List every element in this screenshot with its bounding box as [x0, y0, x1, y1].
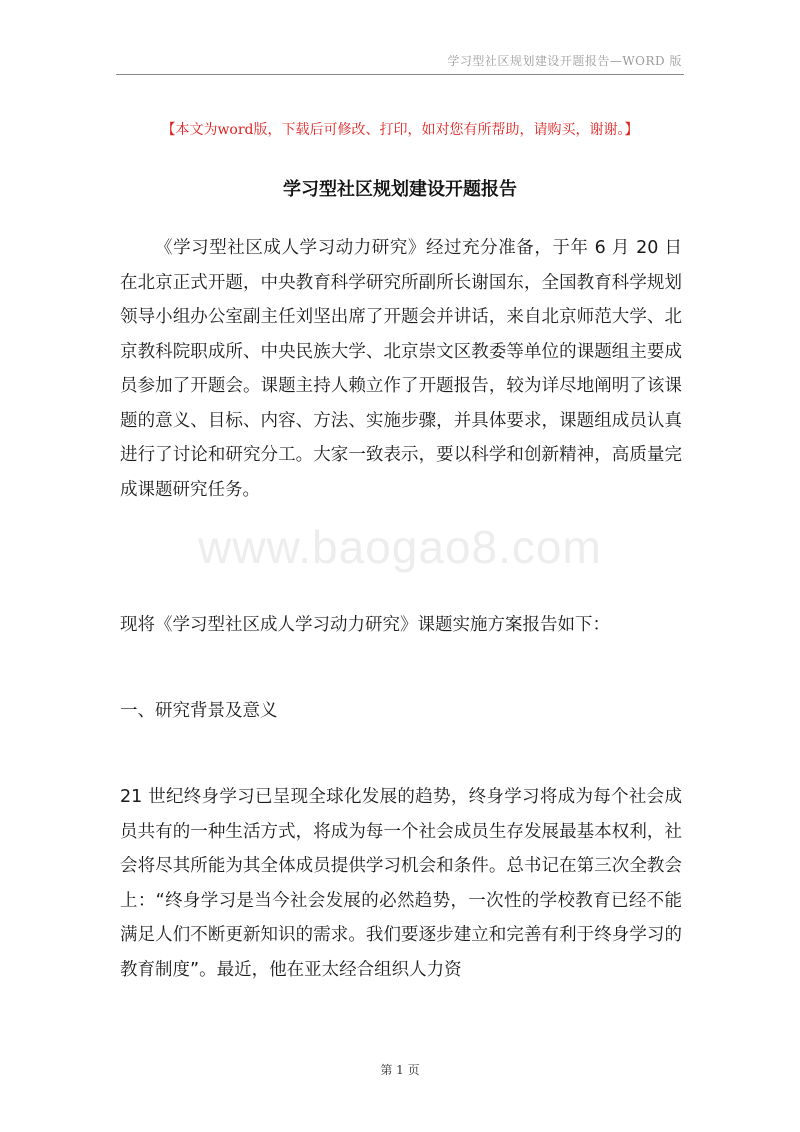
section-heading: [120, 694, 682, 729]
watermark: www.baogao8.com: [198, 521, 602, 573]
paragraph-intro: [120, 231, 682, 507]
paragraph-text: 《学习型社区成人学习动力研究》经过充分准备，于年 6 月 20 日在北京正式开题，中央教育科学研究所副所长谢国东，全国教育科学规划领导小组办公室副主任刘坚出席了开题会并讲话，来自北京师范大学、北京教科院职成所、中央民族大学、北京崇文区教委等单位的课题组主要成员参加了开题会。课题主持人赖立作了开题报告，较为详尽地阐明了该课题的意义、目标、内容、方法、实施步骤，并具体要求，课题组成员认真进行了讨论和研究分工。大家一致表示，要以科学和创新精神，高质量完成课题研究任务。: [120, 238, 682, 500]
section-heading-text: 一、研究背景及意义: [120, 701, 278, 721]
document-title: 学习型社区规划建设开题报告: [283, 179, 517, 200]
paragraph-text: 现将《学习型社区成人学习动力研究》课题实施方案报告如下：: [120, 615, 610, 635]
page-number: 第 1 页: [380, 1063, 420, 1077]
download-notice: 【本文为word版，下载后可修改、打印，如对您有所帮助，请购买，谢谢。】: [161, 122, 639, 138]
paragraph-background: [120, 780, 682, 987]
header-divider: [116, 74, 684, 75]
paragraph-text: 21 世纪终身学习已呈现全球化发展的趋势，终身学习将成为每个社会成员共有的一种生活方式，将成为每一个社会成员生存发展最基本权利，社会将尽其所能为其全体成员提供学习机会和条件。总书记在第三次全教会上：“终身学习是当今社会发展的必然趋势，一次性的学校教育已经不能满足人们不断更新知识的需求。我们要逐步建立和完善有利于终身学习的教育制度”。最近，他在亚太经合组织人力资: [120, 787, 682, 980]
running-header: 学习型社区规划建设开题报告—WORD 版: [447, 54, 682, 68]
paragraph-plan-intro: [120, 608, 682, 643]
